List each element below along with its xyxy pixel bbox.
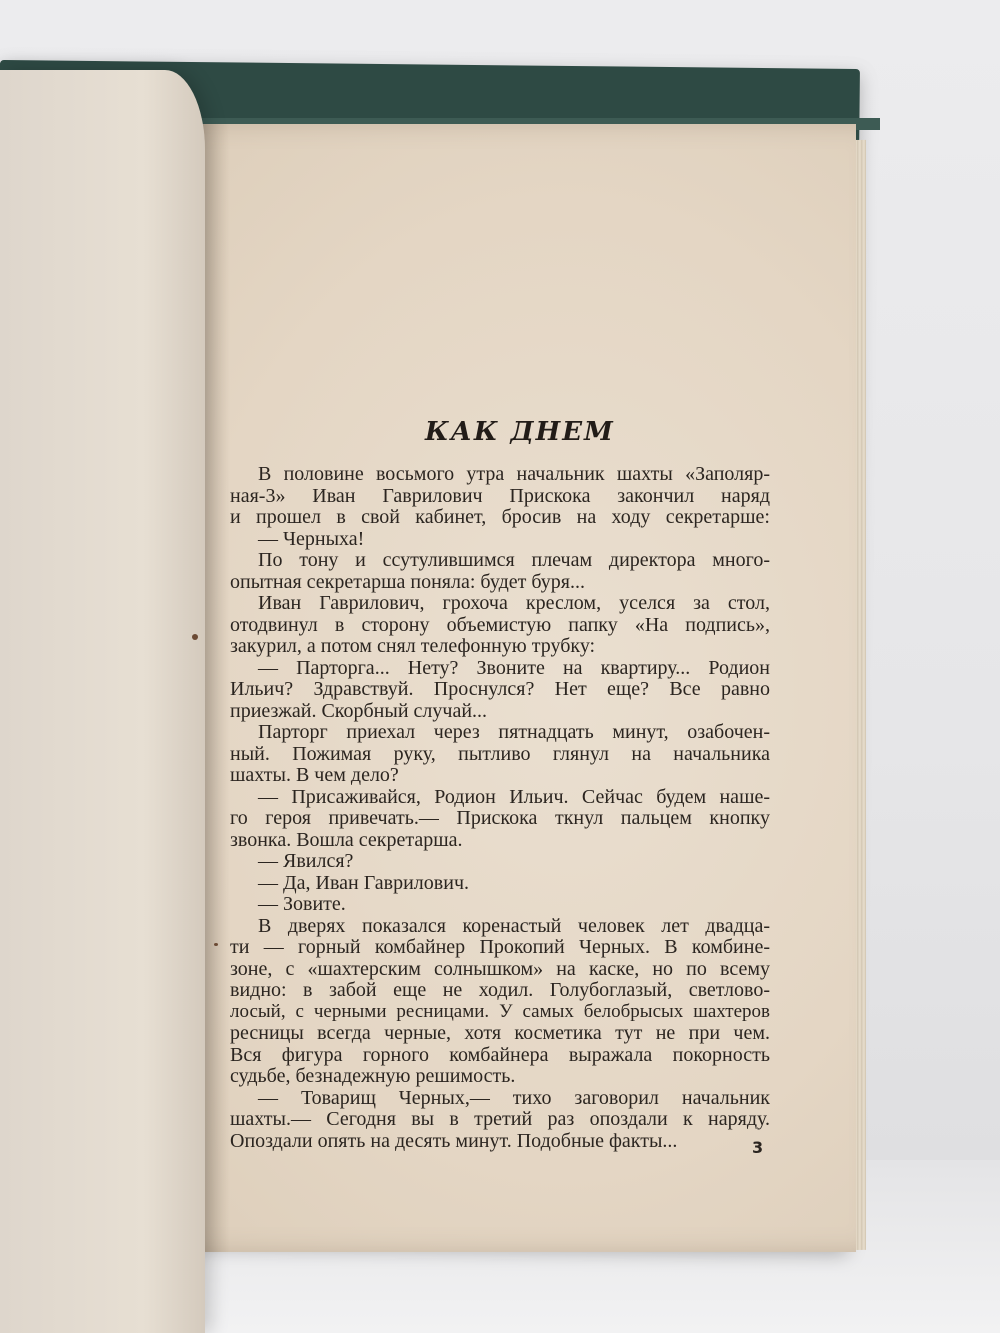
text-line: Ильич? Здравствуй. Проснулся? Нет еще? Все равно [230, 678, 770, 700]
text-line: лосый, с черными ресницами. У самых белобрысых шахтеров [230, 1000, 770, 1022]
text-line: — Присаживайся, Родион Ильич. Сейчас будем наше- [258, 785, 770, 808]
text-line: Иван Гаврилович, грохоча креслом, уселся за стол, [258, 592, 770, 614]
chapter-title: КАК ДНЕМ [425, 417, 615, 447]
text-line: ресницы всегда черные, хотя косметика тут не при чем. [230, 1022, 770, 1044]
text-line: — Товарищ Черных,— тихо заговорил начальник [258, 1086, 770, 1109]
text-line: — Зовите. [258, 893, 346, 915]
text-line: — Явился? [258, 850, 354, 872]
text-line: отодвинул в сторону объемистую папку «На подпись», [230, 613, 770, 636]
text-line: шахты.— Сегодня вы в третий раз опоздали к наряду. [230, 1108, 770, 1130]
page-number: 3 [752, 1138, 764, 1157]
text-line: го героя привечать.— Прискока ткнул пальцем кнопку [230, 807, 770, 829]
text-line: звонка. Вошла секретарша. [230, 828, 463, 851]
text-line: В дверях показался коренастый человек лет двадца- [258, 914, 770, 937]
text-line: Вся фигура горного комбайнера выражала покорность [230, 1043, 770, 1066]
text-line: и прошел в свой кабинет, бросив на ходу секретарше: [230, 506, 770, 528]
text-line: В половине восьмого утра начальник шахты «Заполяр- [258, 463, 770, 485]
text-line: видно: в забой еще не ходил. Голубоглазый, светлово- [230, 979, 770, 1001]
text-line: ти — горный комбайнер Прокопий Черных. В комбине- [230, 936, 770, 958]
text-line: — Черныха! [258, 527, 365, 550]
text-line: Опоздали опять на десять минут. Подобные факты... [230, 1129, 678, 1152]
text-line: приезжай. Скорбный случай... [230, 699, 488, 722]
text-line: ный. Пожимая руку, пытливо глянул на начальника [230, 742, 770, 765]
text-line: закурил, а потом снял телефонную трубку: [230, 635, 596, 657]
text-line: Парторг приехал через пятнадцать минут, озабочен- [258, 721, 770, 743]
text-line: — Парторга... Нету? Звоните на квартиру... Родион [258, 656, 770, 679]
text-line: ная-3» Иван Гаврилович Прискока закончил наряд [230, 484, 770, 507]
text-line: судьбе, безнадежную решимость. [230, 1065, 516, 1087]
text-line: — Да, Иван Гаврилович. [258, 871, 469, 894]
text-line: По тону и ссутулившимся плечам директора много- [258, 549, 770, 571]
text-line: зоне, с «шахтерским солнышком» на каске, но по всему [230, 957, 770, 980]
text-line: шахты. В чем дело? [230, 764, 399, 786]
text-line: опытная секретарша поняла: будет буря... [230, 570, 585, 593]
